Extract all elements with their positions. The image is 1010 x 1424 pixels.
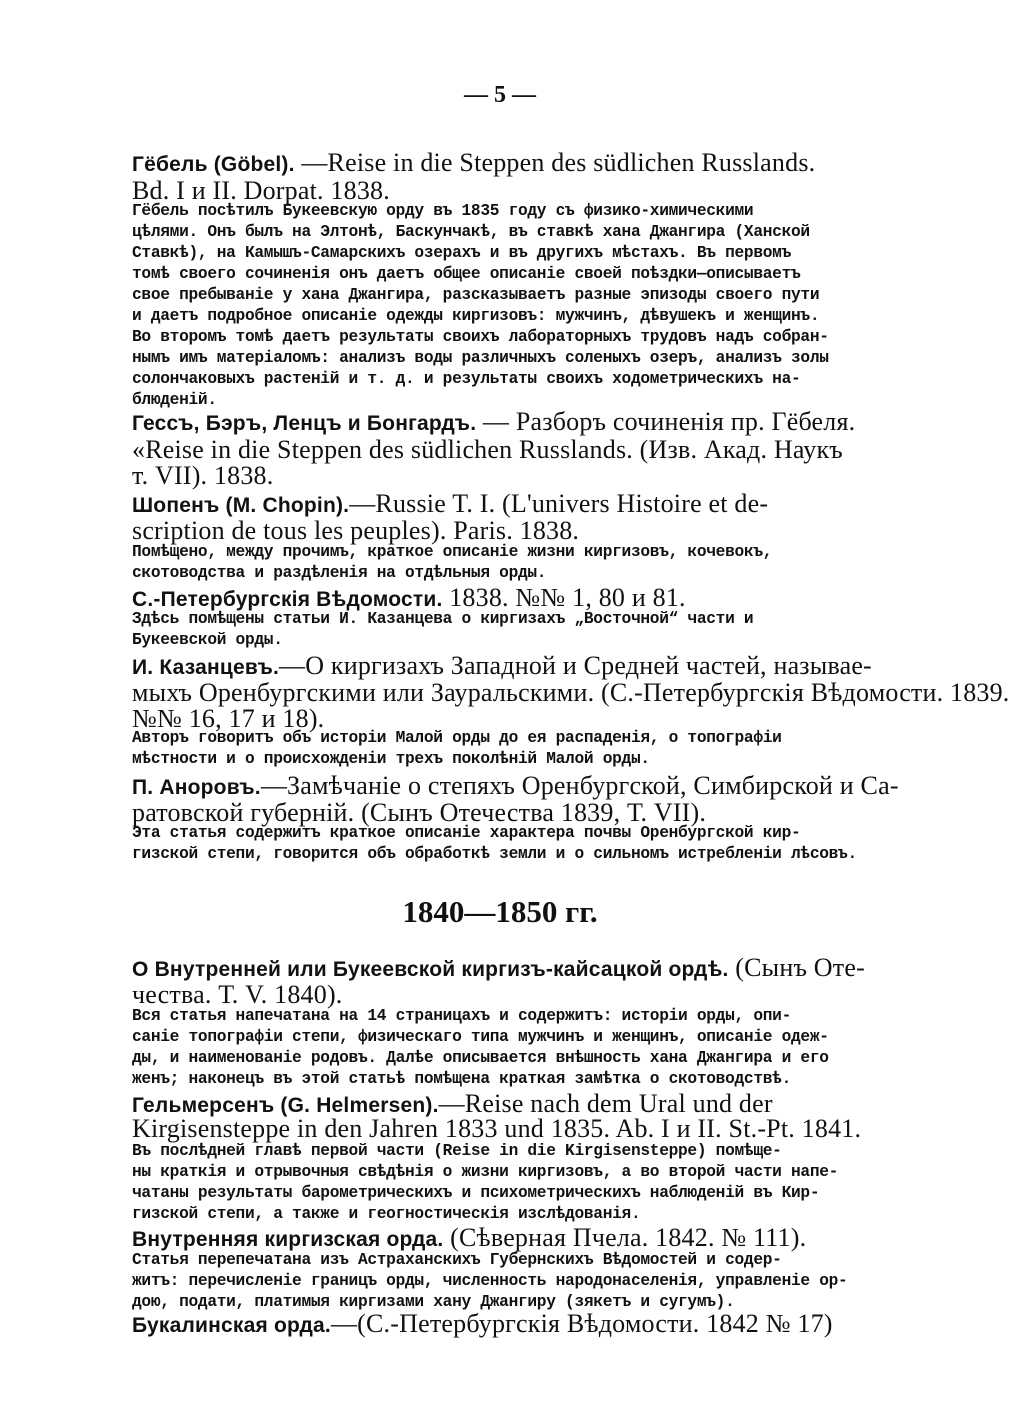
entry-8-title-line-2 xyxy=(132,1114,870,1144)
entry-author: Гельмерсенъ (G. Helmersen). xyxy=(132,1094,439,1117)
entry-author: И. Казанцевъ. xyxy=(132,656,280,679)
entry-3-note-line-2: скотоводства и раздѣленія на отдѣльныя орды. xyxy=(132,564,547,582)
entry-4-note-line-2: Букеевской орды. xyxy=(132,631,283,649)
entry-citation: т. VII). 1838. xyxy=(132,461,274,490)
entry-1-note-line-8: нымъ имъ матеріаломъ: анализъ воды различныхъ соленыхъ озеръ, анализъ золы xyxy=(132,349,829,367)
entry-2-title-line-3 xyxy=(132,461,870,491)
entry-1-note-line-4: томѣ своего сочиненія онъ даетъ общее описаніе своей поѣздки—описываетъ xyxy=(132,265,801,283)
entry-1-note-line-3: Ставкѣ), на Камышъ-Самарскихъ озерахъ и въ другихъ мѣстахъ. Въ первомъ xyxy=(132,244,791,262)
entry-7-note-line-2: саніе топографіи степи, физическаго типа мужчинъ и женщинъ, описаніе одеж- xyxy=(132,1028,829,1046)
section-title: 1840—1850 гг. xyxy=(402,894,598,929)
entry-1-note-line-9: солончаковыхъ растеній и т. д. и результаты своихъ ходометрическихъ на- xyxy=(132,370,801,388)
entry-7-note-line-3: ды, и наименованіе родовъ. Далѣе описывается внѣшность хана Джангира и его xyxy=(132,1049,829,1067)
entry-citation: —(С.-Петербургскія Вѣдомости. 1842 № 17) xyxy=(330,1309,833,1338)
entry-citation: «Reise in die Steppen des südlichen Russlands. (Изв. Акад. Наукъ xyxy=(132,435,843,464)
entry-citation: —Reise nach dem Ural und der xyxy=(438,1089,773,1118)
entry-6-note-line-2: гизской степи, говорится объ обработкѣ земли и о сильномъ истребленіи лѣсовъ. xyxy=(132,845,857,863)
entry-citation: (Сынъ Оте- xyxy=(728,953,865,982)
entry-8-note-line-3: чатаны результаты барометрическихъ и психометрическихъ наблюденій въ Кир- xyxy=(132,1184,820,1202)
entry-8-note-line-1: Въ послѣдней главѣ первой части (Reise in die Kirgisensteppe) помѣще- xyxy=(132,1142,782,1160)
entry-7-note-line-4: женъ; наконецъ въ этой статьѣ помѣщена краткая замѣтка о скотоводствѣ. xyxy=(132,1070,791,1088)
entry-8-note-line-2: ны краткія и отрывочныя свѣдѣнія о жизни киргизовъ, а во второй части напе- xyxy=(132,1163,839,1181)
entry-9-note-line-1: Статья перепечатана изъ Астраханскихъ Губернскихъ Вѣдомостей и содер- xyxy=(132,1251,782,1269)
entry-author: Шопенъ (M. Chopin). xyxy=(132,494,350,517)
entry-7-note-line-1: Вся статья напечатана на 14 страницахъ и содержитъ: исторіи орды, опи- xyxy=(132,1007,791,1025)
entry-citation: —Russie T. I. (L'univers Histoire et de- xyxy=(349,489,769,518)
entry-10-title-line-1 xyxy=(132,1309,870,1341)
entry-author: О Внутренней или Букеевской киргизъ-кайсацкой ордѣ. xyxy=(132,958,729,981)
entry-citation: —Замѣчаніе о степяхъ Оренбургской, Симбирской и Са- xyxy=(260,771,899,800)
entry-author: Гёбель (Göbel). xyxy=(132,153,295,176)
entry-4-note-line-1: Здѣсь помѣщены статьи И. Казанцева о киргизахъ „Восточной“ части и xyxy=(132,610,754,628)
entry-3-note-line-1: Помѣщено, между прочимъ, краткое описаніе жизни киргизовъ, кочевокъ, xyxy=(132,543,773,561)
entry-author: Гессъ, Бэръ, Ленцъ и Бонгардъ. xyxy=(132,412,477,435)
entry-1-note-line-7: Во второмъ томѣ даетъ результаты своихъ лабораторныхъ трудовъ надъ собран- xyxy=(132,328,829,346)
entry-1-note-line-2: цѣлями. Онъ былъ на Элтонѣ, Баскунчакѣ, въ ставкѣ хана Джангира (Ханской xyxy=(132,223,810,241)
entry-9-note-line-2: житъ: перечисленіе границъ орды, численность народонаселенія, управленіе ор- xyxy=(132,1272,848,1290)
entry-5-note-line-2: мѣстности и о происхожденіи трехъ поколѣній Малой орды. xyxy=(132,750,650,768)
entry-5-note-line-1: Авторъ говоритъ объ исторіи Малой орды до ея распаденія, о топографіи xyxy=(132,729,782,747)
entry-citation: —Reise in die Steppen des südlichen Russlands. xyxy=(294,148,816,177)
page-number: — 5 — xyxy=(464,82,536,108)
entry-1-note-line-10: блюденій. xyxy=(132,391,217,409)
entry-citation: мыхъ Оренбургскими или Зауральскими. (С.-Петербургскія Вѣдомости. 1839. xyxy=(132,678,1010,707)
entry-1-note-line-5: свое пребываніе у хана Джангира, разсказываетъ разные эпизоды своего пути xyxy=(132,286,820,304)
entry-8-note-line-4: гизской степи, а также и геогностическія изслѣдованія. xyxy=(132,1205,641,1223)
entry-author: П. Аноровъ. xyxy=(132,776,261,799)
entry-citation: чества. Т. V. 1840). xyxy=(132,980,343,1009)
entry-citation: №№ 16, 17 и 18). xyxy=(132,704,325,733)
entry-9-note-line-3: дою, подати, платимыя киргизами хану Джангиру (зякетъ и сугумъ). xyxy=(132,1293,735,1311)
entry-author: С.-Петербургскія Вѣдомости. xyxy=(132,588,443,611)
entry-citation: — Разборъ сочиненія пр. Гёбеля. xyxy=(476,407,856,436)
entry-citation: ратовской губерній. (Сынъ Отечества 1839, Т. VII). xyxy=(132,798,707,827)
entry-citation: Bd. I и II. Dorpat. 1838. xyxy=(132,176,390,205)
entry-1-note-line-1: Гёбель посѣтилъ Букеевскую орду въ 1835 году съ физико-химическими xyxy=(132,202,754,220)
entry-1-note-line-6: и даетъ подробное описаніе одежды киргизовъ: мужчинъ, дѣвушекъ и женщинъ. xyxy=(132,307,820,325)
entry-citation: Kirgisensteppe in den Jahren 1833 und 1835. Ab. I и II. St.-Pt. 1841. xyxy=(132,1114,862,1143)
entry-author: Букалинская орда. xyxy=(132,1314,331,1337)
entry-6-note-line-1: Эта статья содержитъ краткое описаніе характера почвы Оренбургской кир- xyxy=(132,824,801,842)
entry-citation: 1838. №№ 1, 80 и 81. xyxy=(442,583,686,612)
entry-citation: —О киргизахъ Западной и Средней частей, называе- xyxy=(279,651,872,680)
entry-author: Внутренняя киргизская орда. xyxy=(132,1228,444,1251)
entry-citation: scription de tous les peuples). Paris. 1838. xyxy=(132,516,580,545)
entry-citation: (Сѣверная Пчела. 1842. № 111). xyxy=(443,1223,807,1252)
